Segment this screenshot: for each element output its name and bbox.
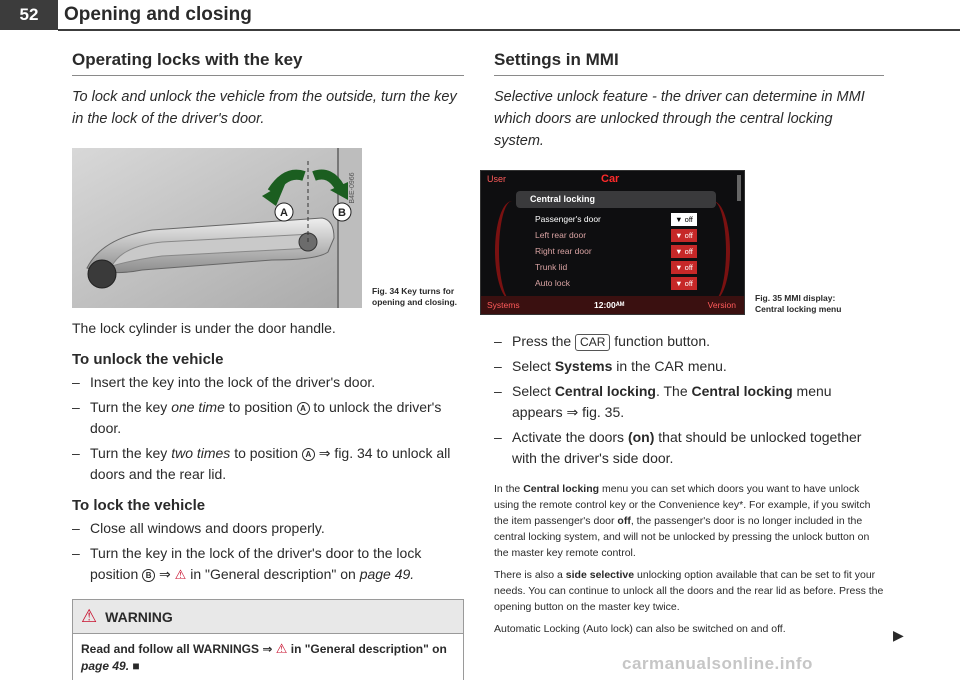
- car-key-button: CAR: [575, 334, 610, 351]
- warning-triangle-icon: ⚠: [275, 641, 288, 656]
- mmi-clock: 12:00ᴬᴹ: [594, 300, 625, 310]
- watermark: carmanualsonline.info: [622, 654, 813, 673]
- warning-triangle-icon: ⚠: [174, 567, 187, 582]
- central-locking-paragraph: In the Central locking menu you can set which doors you want to have unlock using the remote control key or the Convenience key*. For example, if you switch the item passenger's door off, the passenger's door is no longer included in the central locking system, and will not be unlocked by pressing the unlock button on the master key remote control.: [494, 483, 871, 559]
- mmi-step-4: – Activate the doors (on) that should be unlocked together with the driver's side door.: [494, 429, 862, 466]
- lock-step-1: – Close all windows and doors properly.: [72, 520, 325, 536]
- mmi-value: ▼ off: [671, 229, 697, 242]
- label-b: B: [338, 207, 346, 219]
- chapter-title: Opening and closing: [64, 4, 252, 25]
- continue-arrow-icon: ▶: [893, 627, 904, 643]
- door-handle-illustration: [72, 148, 362, 308]
- lock-heading: To lock the vehicle: [72, 497, 206, 514]
- position-a-marker: A: [302, 448, 315, 461]
- mmi-value: ▼ off: [671, 213, 697, 226]
- page-ref[interactable]: page 49.: [81, 659, 130, 673]
- mmi-display: [480, 170, 745, 315]
- warning-text: Read and follow all WARNINGS ⇒ ⚠ in "General description" on page 49. ■: [81, 641, 447, 673]
- warning-heading: WARNING: [105, 608, 173, 625]
- end-square-icon: ■: [132, 659, 140, 673]
- position-b-marker: B: [142, 569, 155, 582]
- figure-35-caption: Fig. 35 MMI display: Central locking menu: [755, 293, 842, 314]
- figure-code: B4E-0966: [349, 172, 356, 204]
- position-a-marker: A: [297, 402, 310, 415]
- mmi-value: ▼ off: [671, 245, 697, 258]
- page-ref[interactable]: page 49.: [359, 566, 415, 582]
- section-title-mmi: Settings in MMI: [494, 50, 884, 76]
- figure-34: [72, 148, 464, 308]
- mmi-step-1: – Press the CAR function button.: [494, 333, 711, 349]
- mmi-value: ▼ off: [671, 261, 697, 274]
- unlock-heading: To unlock the vehicle: [72, 351, 224, 368]
- left-column: [72, 50, 464, 680]
- mmi-user-label: User: [487, 174, 507, 184]
- mmi-row-passenger-door: Passenger's door ▼ off: [521, 212, 711, 227]
- mmi-bottom-bar: [481, 296, 744, 314]
- mmi-row-auto-lock: Auto lock ▼ off: [521, 276, 711, 291]
- mmi-top-bar: [481, 171, 744, 187]
- figure-34-caption: Fig. 34 Key turns for opening and closing.: [372, 286, 457, 307]
- figure-35: [480, 170, 884, 315]
- mmi-car-label: Car: [601, 173, 620, 185]
- mmi-menu-title: Central locking: [516, 191, 716, 208]
- warning-header: [73, 600, 463, 634]
- mmi-step-2: – Select Systems in the CAR menu.: [494, 358, 727, 374]
- mmi-row-trunk-lid: Trunk lid ▼ off: [521, 260, 711, 275]
- label-a: A: [280, 207, 288, 219]
- right-column: [487, 50, 884, 637]
- mmi-scrollbar: [737, 175, 741, 201]
- mmi-version-label: Version: [707, 300, 736, 310]
- page-number: 52: [0, 0, 58, 30]
- mmi-row-left-rear-door: Left rear door ▼ off: [521, 228, 711, 243]
- mmi-value: ▼ off: [671, 277, 697, 290]
- unlock-step-1: – Insert the key into the lock of the driver's door.: [72, 374, 376, 390]
- warning-triangle-icon: ⚠: [81, 606, 98, 626]
- section-title-locks: Operating locks with the key: [72, 50, 464, 76]
- mmi-row-right-rear-door: Right rear door ▼ off: [521, 244, 711, 259]
- lock-step-2: – Turn the key in the lock of the driver's door to the lock position B ⇒ ⚠ in "General description" on page 49.: [72, 543, 464, 585]
- side-selective-paragraph: There is also a side selective unlocking option available that can be set to fit your needs. You can continue to unlock all the doors and the rear lid as before. Press the opening button on the master key twice.: [494, 569, 884, 613]
- unlock-step-3: – Turn the key two times to position A ⇒ fig. 34 to unlock all doors and the rear lid.: [72, 445, 451, 482]
- section-intro-mmi: Selective unlock feature - the driver can determine in MMI which doors are unlocked through the central locking system.: [494, 89, 865, 149]
- mmi-step-3: – Select Central locking. The Central locking menu appears ⇒ fig. 35.: [494, 383, 832, 420]
- auto-lock-paragraph: Automatic Locking (Auto lock) can also be switched on and off.: [494, 623, 786, 635]
- warning-box: [72, 599, 464, 680]
- mmi-systems-label: Systems: [487, 300, 520, 310]
- section-intro-locks: To lock and unlock the vehicle from the outside, turn the key in the lock of the driver's door.: [72, 89, 457, 127]
- header-rule: [58, 29, 960, 31]
- lock-cylinder-text: The lock cylinder is under the door handle.: [72, 320, 336, 336]
- unlock-step-2: – Turn the key one time to position A to unlock the driver's door.: [72, 399, 442, 436]
